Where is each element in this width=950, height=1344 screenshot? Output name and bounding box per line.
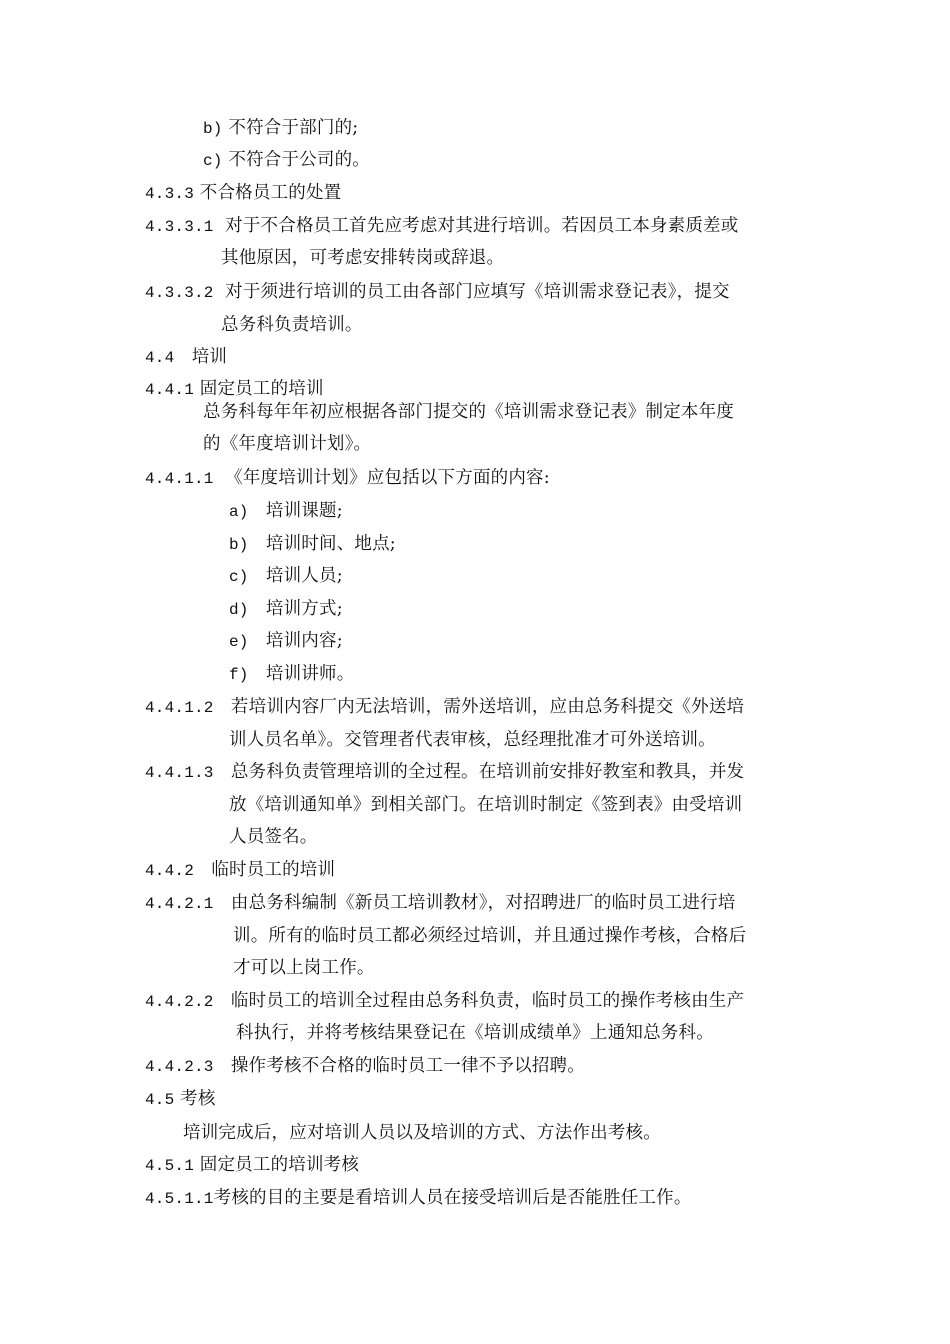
clause-text: 考核的目的主要是看培训人员在接受培训后是否能胜任工作。 <box>213 1188 692 1208</box>
section-heading <box>145 346 227 369</box>
clause <box>145 215 738 238</box>
clause-number: 4.4.2.2 <box>145 993 214 1011</box>
clause <box>145 1055 585 1078</box>
clause-number: 4.4.2.3 <box>145 1058 214 1076</box>
clause <box>145 761 744 784</box>
clause <box>145 990 744 1013</box>
clause-text: 若培训内容厂内无法培训，需外送培训，应由总务科提交《外送培 <box>230 697 745 717</box>
item-text: 培训内容; <box>265 631 343 651</box>
clause <box>145 281 730 304</box>
item-number: b) <box>229 536 249 554</box>
clause-text: 对于须进行培训的员工由各部门应填写《培训需求登记表》，提交 <box>225 282 730 302</box>
clause-continuation <box>233 925 746 947</box>
section-title: 考核 <box>180 1089 216 1109</box>
item-number: d) <box>229 601 249 619</box>
item-text: 培训人员; <box>265 566 343 586</box>
item-number: f) <box>229 666 249 684</box>
clause-number: 4.4.1.2 <box>145 699 214 717</box>
clause-number: 4.4.2.1 <box>145 895 214 913</box>
section-heading <box>145 182 341 205</box>
clause-number: 4.4.1.1 <box>145 470 214 488</box>
clause-text: 科执行，并将考核结果登记在《培训成绩单》上通知总务科。 <box>236 1023 714 1043</box>
paragraph-text: 的《年度培训计划》。 <box>203 434 372 454</box>
item-number: c) <box>203 152 223 170</box>
clause-text: 其他原因，可考虑安排转岗或辞退。 <box>221 248 505 268</box>
clause-number: 4.4.1.3 <box>145 764 214 782</box>
clause-text: 放《培训通知单》到相关部门。在培训时制定《签到表》由受培训 <box>229 795 743 815</box>
section-title: 固定员工的培训 <box>199 379 324 399</box>
clause-text: 总务科负责培训。 <box>221 315 363 335</box>
list-item <box>229 663 354 686</box>
clause-text: 临时员工的培训全过程由总务科负责，临时员工的操作考核由生产 <box>230 991 745 1011</box>
clause-text: 对于不合格员工首先应考虑对其进行培训。若因员工本身素质差或 <box>225 216 739 236</box>
section-title: 固定员工的培训考核 <box>199 1155 360 1175</box>
section-heading <box>145 378 324 401</box>
paragraph <box>203 433 371 455</box>
clause-continuation <box>221 247 504 269</box>
clause-text: 训人员名单》。交管理者代表审核，总经理批准才可外送培训。 <box>229 730 716 750</box>
section-heading <box>145 1088 216 1111</box>
clause-continuation <box>236 1022 714 1044</box>
paragraph <box>183 1122 661 1144</box>
clause <box>145 1187 692 1210</box>
clause-text: 人员签名。 <box>229 827 318 847</box>
clause-number: 4.5.1.1 <box>145 1190 214 1208</box>
clause-text: 训。所有的临时员工都必须经过培训，并且通过操作考核，合格后 <box>233 926 747 946</box>
list-item <box>229 500 343 523</box>
list-item <box>229 533 396 556</box>
list-item <box>229 565 343 588</box>
item-number: c) <box>229 568 249 586</box>
section-heading <box>145 1154 359 1177</box>
item-text: 不符合于公司的。 <box>228 150 370 170</box>
list-item <box>203 117 358 140</box>
clause <box>145 467 550 490</box>
section-number: 4.4 <box>145 349 175 367</box>
list-item <box>229 630 343 653</box>
item-number: a) <box>229 503 249 521</box>
clause <box>145 696 744 719</box>
item-text: 培训讲师。 <box>265 664 355 684</box>
clause-number: 4.3.3.2 <box>145 284 214 302</box>
section-number: 4.5 <box>145 1091 175 1109</box>
item-text: 培训时间、地点; <box>265 534 396 554</box>
section-title: 不合格员工的处置 <box>199 183 342 203</box>
section-number: 4.5.1 <box>145 1157 195 1175</box>
clause <box>145 892 735 915</box>
clause-continuation <box>229 826 318 848</box>
list-item <box>203 149 370 172</box>
clause-number: 4.3.3.1 <box>145 218 214 236</box>
clause-text: 《年度培训计划》应包括以下方面的内容: <box>225 468 550 488</box>
clause-continuation <box>229 794 742 816</box>
section-number: 4.4.1 <box>145 381 195 399</box>
clause-text: 才可以上岗工作。 <box>233 958 375 978</box>
section-title: 临时员工的培训 <box>211 860 336 880</box>
clause-continuation <box>229 729 716 751</box>
item-number: e) <box>229 633 249 651</box>
list-item <box>229 598 343 621</box>
section-title: 培训 <box>191 347 228 367</box>
clause-continuation <box>221 314 363 336</box>
clause-continuation <box>233 957 375 979</box>
item-text: 培训方式; <box>265 599 343 619</box>
paragraph-text: 培训完成后，应对培训人员以及培训的方式、方法作出考核。 <box>183 1123 661 1143</box>
paragraph <box>203 401 734 423</box>
section-number: 4.4.2 <box>145 862 195 880</box>
item-text: 培训课题; <box>265 501 343 521</box>
section-heading <box>145 859 335 882</box>
clause-text: 总务科负责管理培训的全过程。在培训前安排好教室和教具，并发 <box>230 762 745 782</box>
clause-text: 操作考核不合格的临时员工一律不予以招聘。 <box>230 1056 585 1076</box>
item-text: 不符合于部门的; <box>228 118 359 138</box>
paragraph-text: 总务科每年年初应根据各部门提交的《培训需求登记表》制定本年度 <box>203 402 734 422</box>
clause-text: 由总务科编制《新员工培训教材》，对招聘进厂的临时员工进行培 <box>230 893 736 913</box>
section-number: 4.3.3 <box>145 185 195 203</box>
item-number: b) <box>203 120 223 138</box>
